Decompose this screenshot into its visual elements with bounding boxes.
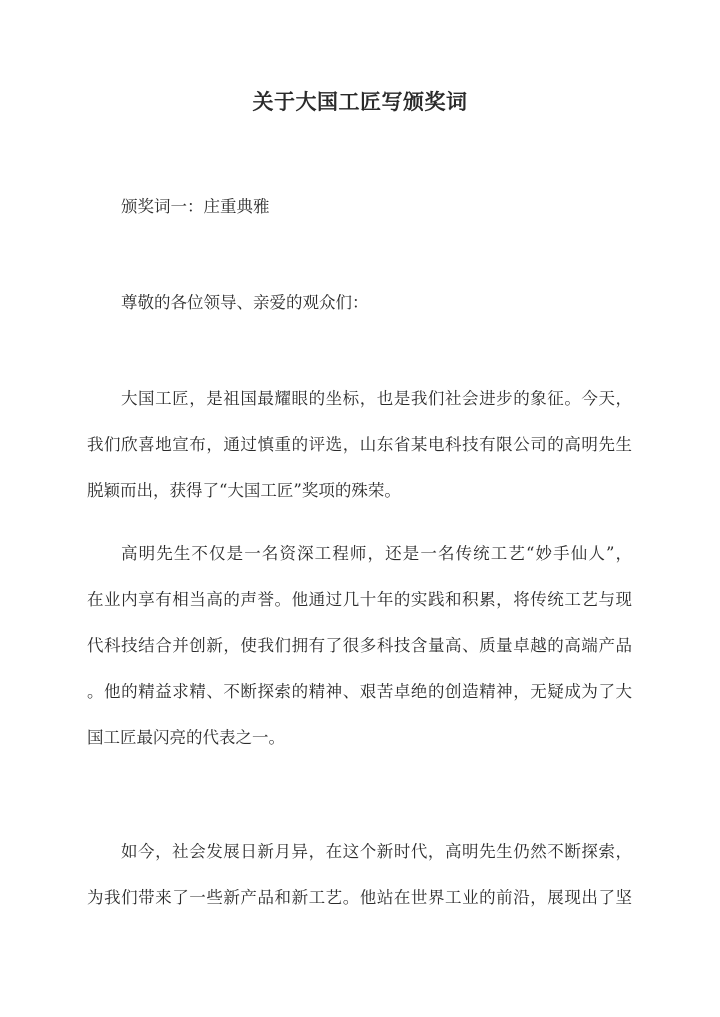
text-line: 脱颖而出，获得了“大国工匠”奖项的殊荣。: [87, 481, 401, 500]
text-line: 高明先生不仅是一名资深工程师，还是一名传统工艺“妙手仙人”，: [121, 544, 632, 563]
paragraph-profile: [87, 531, 632, 761]
paragraph-greeting: [87, 280, 632, 326]
text-line: 大国工匠，是祖国最耀眼的坐标，也是我们社会进步的象征。今天，: [121, 389, 632, 408]
paragraph-new-era: [87, 829, 632, 921]
document-title: 关于大国工匠写颁奖词: [252, 89, 468, 114]
paragraph-award-speech-heading: [87, 184, 632, 230]
text-line: 尊敬的各位领导、亲爱的观众们：: [121, 293, 369, 312]
text-line: 国工匠最闪亮的代表之一。: [87, 728, 285, 747]
text-line: 为我们带来了一些新产品和新工艺。他站在世界工业的前沿，展现出了坚: [87, 888, 632, 907]
text-line: 如今，社会发展日新月异，在这个新时代，高明先生仍然不断探索，: [121, 842, 632, 861]
text-line: 在业内享有相当高的声誉。他通过几十年的实践和积累，将传统工艺与现: [87, 590, 632, 609]
text-line: 代科技结合并创新，使我们拥有了很多科技含量高、质量卓越的高端产品: [87, 636, 632, 655]
text-line: 颁奖词一：庄重典雅: [121, 197, 270, 216]
text-line: 。他的精益求精、不断探索的精神、艰苦卓绝的创造精神，无疑成为了大: [87, 682, 632, 701]
text-line: 我们欣喜地宣布，通过慎重的评选，山东省某电科技有限公司的高明先生: [87, 435, 632, 454]
paragraph-announcement: [87, 376, 632, 514]
